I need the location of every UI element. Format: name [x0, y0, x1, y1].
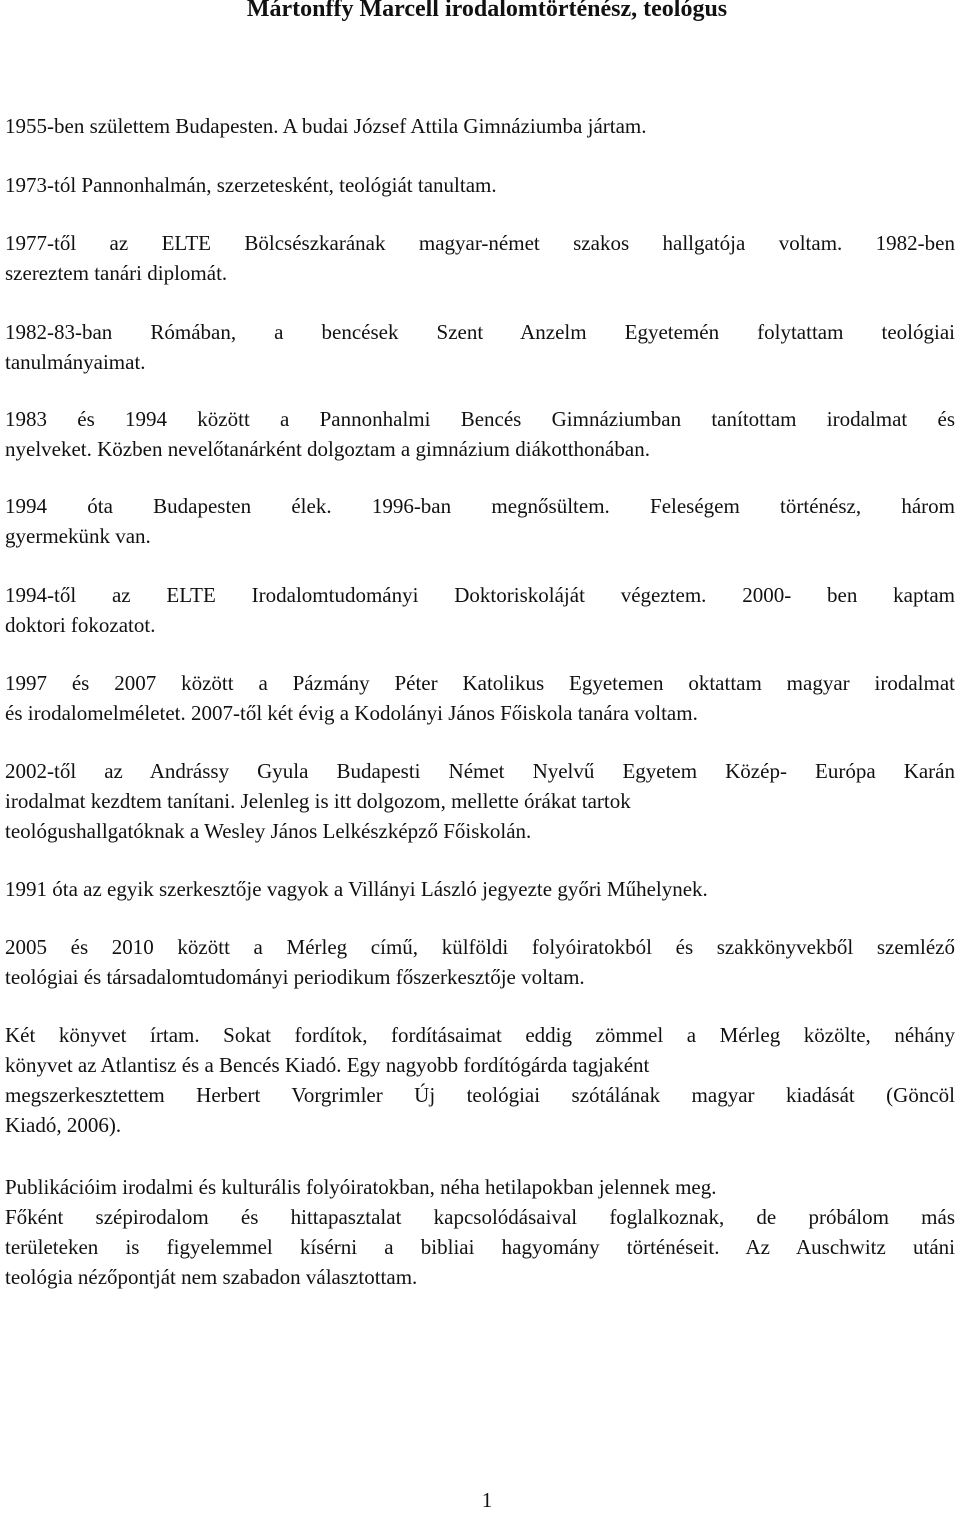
paragraph-rome	[5, 317, 955, 377]
paragraph-line: 1997 és 2007 között a Pázmány Péter Katolikus Egyetemen oktattam magyar irodalmat	[5, 671, 955, 695]
paragraph-line: teológiai és társadalomtudományi periodikum főszerkesztője voltam.	[5, 965, 585, 989]
paragraph-line: 1973-tól Pannonhalmán, szerzetesként, teológiát tanultam.	[5, 173, 497, 197]
paragraph-family	[5, 491, 955, 551]
paragraph-publications	[5, 1172, 955, 1292]
paragraph-teaching-pannonhalma	[5, 404, 955, 464]
paragraph-books	[5, 1020, 955, 1140]
paragraph-line: Publikációim irodalmi és kulturális folyóiratokban, néha hetilapokban jelennek meg.	[5, 1175, 717, 1199]
paragraph-line: 1982-83-ban Rómában, a bencések Szent Anzelm Egyetemén folytattam teológiai	[5, 320, 955, 344]
paragraph-line: 1994 óta Budapesten élek. 1996-ban megnősültem. Feleségem történész, három	[5, 494, 955, 518]
paragraph-elte-studies	[5, 228, 955, 288]
paragraph-line: teológia nézőpontját nem szabadon választottam.	[5, 1265, 418, 1289]
paragraph-line: Két könyvet írtam. Sokat fordítok, fordításaimat eddig zömmel a Mérleg közölte, néhány	[5, 1023, 955, 1047]
paragraph-line: irodalmat kezdtem tanítani. Jelenleg is itt dolgozom, mellette órákat tartok	[5, 789, 631, 813]
paragraph-line: 2005 és 2010 között a Mérleg című, külföldi folyóiratokból és szakkönyvekből szemléző	[5, 935, 955, 959]
paragraph-muhely	[5, 874, 955, 904]
paragraph-line: gyermekünk van.	[5, 524, 151, 548]
paragraph-line: 1977-től az ELTE Bölcsészkarának magyar-német szakos hallgatója voltam. 1982-ben	[5, 231, 955, 255]
paragraph-line: 1983 és 1994 között a Pannonhalmi Bencés Gimnáziumban tanítottam irodalmat és	[5, 407, 955, 431]
paragraph-line: 1991 óta az egyik szerkesztője vagyok a Villányi László jegyezte győri Műhelynek.	[5, 877, 708, 901]
paragraph-line: 1955-ben születtem Budapesten. A budai József Attila Gimnáziumba jártam.	[5, 114, 647, 138]
paragraph-pannonhalma	[5, 170, 955, 200]
paragraph-line: szereztem tanári diplomát.	[5, 261, 228, 285]
paragraph-line: és irodalomelméletet. 2007-től két évig a Kodolányi János Főiskola tanára voltam.	[5, 701, 698, 725]
paragraph-line: doktori fokozatot.	[5, 613, 156, 637]
paragraph-line: 2002-től az Andrássy Gyula Budapesti Német Nyelvű Egyetem Közép- Európa Karán	[5, 759, 955, 783]
paragraph-line: 1994-től az ELTE Irodalomtudományi Doktoriskoláját végeztem. 2000- ben kaptam	[5, 583, 955, 607]
paragraph-line: nyelveket. Közben nevelőtanárként dolgoztam a gimnázium diákotthonában.	[5, 437, 650, 461]
paragraph-line: teológushallgatóknak a Wesley János Lelkészképző Főiskolán.	[5, 819, 532, 843]
paragraph-ppke	[5, 668, 955, 728]
paragraph-line: tanulmányaimat.	[5, 350, 146, 374]
paragraph-andrassy	[5, 756, 955, 846]
paragraph-line: Kiadó, 2006).	[5, 1113, 122, 1137]
paragraph-line: Főként szépirodalom és hittapasztalat kapcsolódásaival foglalkoznak, de próbálom más	[5, 1205, 955, 1229]
paragraph-birth	[5, 111, 955, 141]
paragraph-merleg	[5, 932, 955, 992]
page-number: 1	[481, 1488, 493, 1512]
paragraph-line: könyvet az Atlantisz és a Bencés Kiadó. Egy nagyobb fordítógárda tagjaként	[5, 1053, 650, 1077]
document-title: Mártonffy Marcell irodalomtörténész, teológus	[246, 0, 728, 22]
paragraph-doctorate	[5, 580, 955, 640]
paragraph-line: megszerkesztettem Herbert Vorgrimler Új teológiai szótálának magyar kiadását (Göncöl	[5, 1083, 955, 1107]
paragraph-line: területeken is figyelemmel kísérni a bibliai hagyomány történéseit. Az Auschwitz utáni	[5, 1235, 955, 1259]
